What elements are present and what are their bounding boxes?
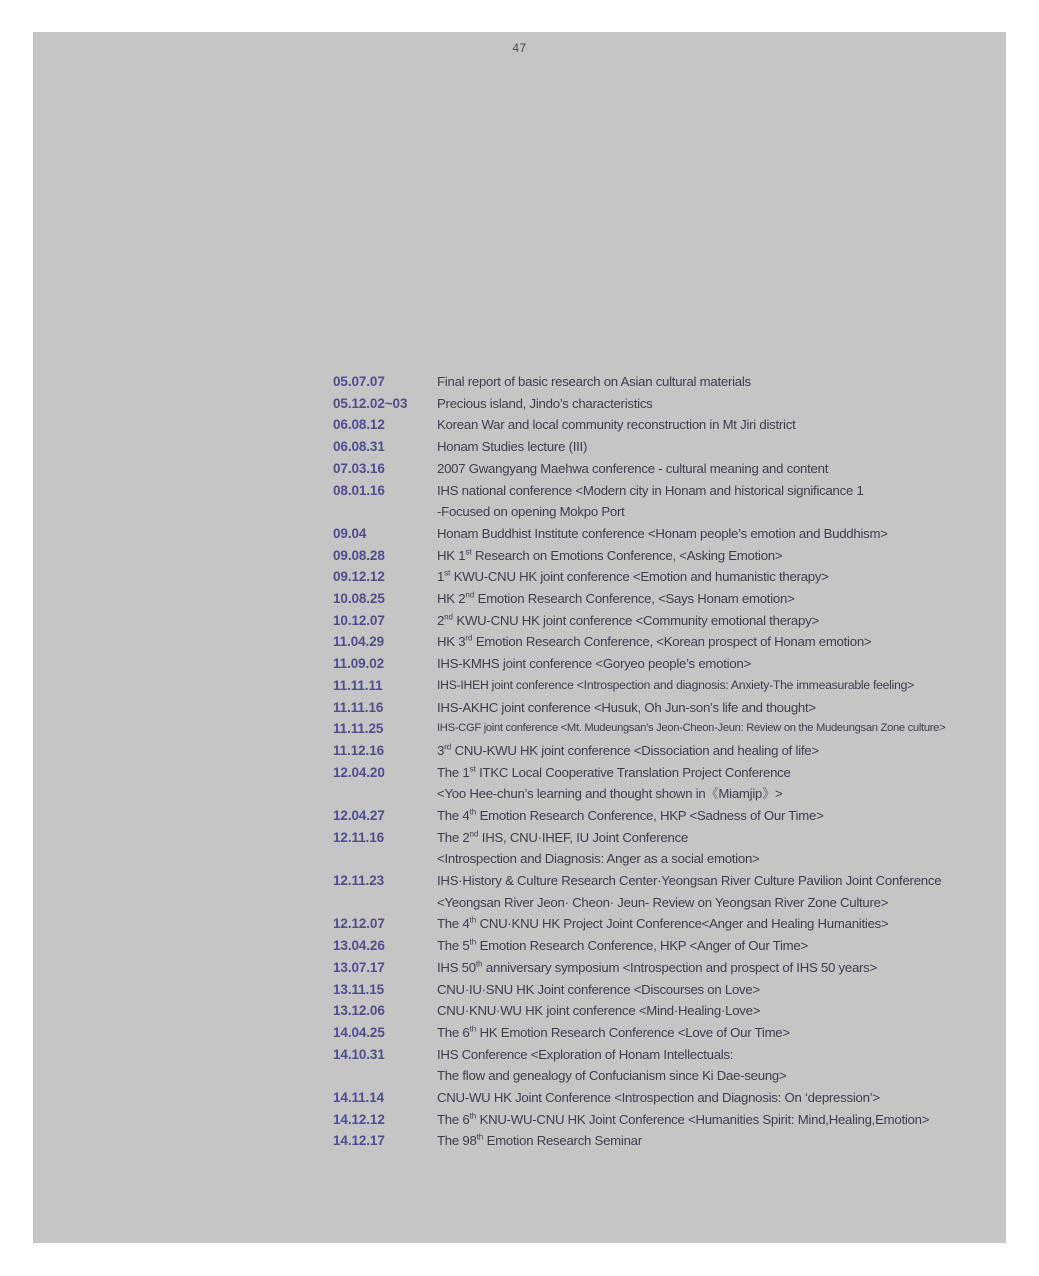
event-description xyxy=(437,631,993,653)
event-line: HK 3rd Emotion Research Conference, <Korean prospect of Honam emotion> xyxy=(437,634,872,650)
event-line: IHS-AKHC joint conference <Husuk, Oh Jun-son’s life and thought> xyxy=(437,699,816,715)
event-row xyxy=(333,631,993,653)
event-row xyxy=(333,566,993,588)
event-row xyxy=(333,458,993,480)
event-date: 11.04.29 xyxy=(333,634,385,650)
ordinal-superscript: nd xyxy=(465,590,475,600)
event-row xyxy=(333,588,993,610)
event-date: 13.12.06 xyxy=(333,1003,385,1019)
event-line: The 2nd IHS, CNU·IHEF, IU Joint Conference xyxy=(437,829,689,845)
event-row xyxy=(333,935,993,957)
ordinal-superscript: st xyxy=(469,764,476,774)
event-line: IHS·History & Culture Research Center·Yeongsan River Culture Pavilion Joint Conference xyxy=(437,873,942,889)
event-date: 09.04 xyxy=(333,525,367,541)
ordinal-superscript: st xyxy=(444,568,451,578)
event-description xyxy=(437,458,993,480)
event-date: 10.08.25 xyxy=(333,591,385,606)
event-line: <Yeongsan River Jeon· Cheon· Jeun- Review on Yeongsan River Zone Culture> xyxy=(437,894,889,910)
event-description xyxy=(437,480,993,523)
event-description xyxy=(437,740,993,762)
event-date: 05.12.02~03 xyxy=(333,395,408,411)
event-row xyxy=(333,1022,993,1044)
event-description xyxy=(437,675,993,697)
event-row xyxy=(333,414,993,436)
event-row xyxy=(333,1044,993,1087)
event-line: Korean War and local community reconstruction in Mt Jiri district xyxy=(437,417,796,433)
event-row xyxy=(333,393,993,415)
event-line: Honam Buddhist Institute conference <Honam people’s emotion and Buddhism> xyxy=(437,525,888,541)
event-row xyxy=(333,480,993,523)
event-date: 14.12.12 xyxy=(333,1111,385,1127)
event-line: The 1st ITKC Local Cooperative Translation Project Conference xyxy=(437,764,791,780)
event-description xyxy=(437,371,993,393)
event-line: The 6th HK Emotion Research Conference <Love of Our Time> xyxy=(437,1024,790,1040)
event-row xyxy=(333,436,993,458)
event-line: IHS-CGF joint conference <Mt. Mudeungsan’s Jeon-Cheon-Jeun: Review on the Mudeungsan Zone culture> xyxy=(437,722,946,735)
event-date: 11.09.02 xyxy=(333,656,385,672)
event-description xyxy=(437,653,993,675)
event-row xyxy=(333,1130,993,1152)
event-date: 12.11.23 xyxy=(333,873,385,889)
event-line: CNU-WU HK Joint Conference <Introspection and Diagnosis: On ‘depression’> xyxy=(437,1090,880,1106)
event-description xyxy=(437,1130,993,1152)
event-line: CNU·KNU·WU HK joint conference <Mind·Healing·Love> xyxy=(437,1003,761,1019)
event-date: 11.11.16 xyxy=(333,699,384,715)
ordinal-superscript: th xyxy=(476,1133,484,1143)
event-list xyxy=(333,371,993,1152)
event-line: The 4th Emotion Research Conference, HKP <Sadness of Our Time> xyxy=(437,807,824,823)
event-date: 13.11.15 xyxy=(333,981,385,997)
event-row xyxy=(333,979,993,1001)
event-date: 13.07.17 xyxy=(333,959,385,975)
event-description xyxy=(437,718,993,740)
event-description xyxy=(437,870,993,913)
event-date: 12.04.20 xyxy=(333,764,385,780)
ordinal-superscript: rd xyxy=(465,634,473,644)
ordinal-superscript: th xyxy=(469,807,477,817)
event-description xyxy=(437,957,993,979)
event-line: IHS national conference <Modern city in Honam and historical significance 1 xyxy=(437,482,864,498)
event-date: 12.12.07 xyxy=(333,916,385,932)
event-description xyxy=(437,566,993,588)
event-row xyxy=(333,740,993,762)
event-row xyxy=(333,762,993,805)
event-date: 13.04.26 xyxy=(333,938,385,954)
event-description xyxy=(437,935,993,957)
event-line: IHS Conference <Exploration of Honam Intellectuals: xyxy=(437,1046,734,1062)
event-line: The flow and genealogy of Confucianism since Ki Dae-seung> xyxy=(437,1068,787,1084)
event-line: <Yoo Hee-chun’s learning and thought shown in《Miamjip》> xyxy=(437,786,783,802)
event-description xyxy=(437,762,993,805)
event-date: 14.11.14 xyxy=(333,1090,385,1106)
event-line: 3rd CNU-KWU HK joint conference <Dissociation and healing of life> xyxy=(437,742,819,758)
ordinal-superscript: nd xyxy=(469,829,479,839)
event-row xyxy=(333,827,993,870)
event-date: 09.12.12 xyxy=(333,569,385,585)
event-row xyxy=(333,610,993,632)
event-line: Final report of basic research on Asian cultural materials xyxy=(437,374,751,389)
event-description xyxy=(437,436,993,458)
event-description xyxy=(437,805,993,827)
event-line: IHS-IHEH joint conference <Introspection and diagnosis: Anxiety-The immeasurable feeling> xyxy=(437,677,915,692)
ordinal-superscript: th xyxy=(469,937,477,947)
event-line: The 4th CNU·KNU HK Project Joint Conference<Anger and Healing Humanities> xyxy=(437,916,889,932)
event-date: 14.12.17 xyxy=(333,1133,385,1149)
event-date: 11.11.25 xyxy=(333,721,384,737)
document-page xyxy=(33,32,1006,1243)
event-row xyxy=(333,653,993,675)
event-line: IHS-KMHS joint conference <Goryeo people’s emotion> xyxy=(437,656,751,672)
event-row xyxy=(333,675,993,697)
event-row xyxy=(333,870,993,913)
event-row xyxy=(333,957,993,979)
ordinal-superscript: th xyxy=(475,959,483,969)
event-description xyxy=(437,523,993,545)
event-line: IHS 50th anniversary symposium <Introspection and prospect of IHS 50 years> xyxy=(437,959,877,975)
event-date: 06.08.12 xyxy=(333,417,385,433)
ordinal-superscript: th xyxy=(469,1024,477,1034)
event-row xyxy=(333,523,993,545)
event-row xyxy=(333,697,993,719)
event-description xyxy=(437,414,993,436)
event-description xyxy=(437,697,993,719)
event-row xyxy=(333,913,993,935)
event-description xyxy=(437,1000,993,1022)
ordinal-superscript: nd xyxy=(444,612,453,622)
event-description xyxy=(437,610,993,632)
event-description xyxy=(437,1022,993,1044)
event-date: 09.08.28 xyxy=(333,547,385,563)
event-description xyxy=(437,1044,993,1087)
event-row xyxy=(333,805,993,827)
event-row xyxy=(333,718,993,740)
event-line: HK 1st Research on Emotions Conference, <Asking Emotion> xyxy=(437,547,783,563)
event-description xyxy=(437,1087,993,1109)
ordinal-superscript: th xyxy=(469,1111,477,1121)
event-line: 1st KWU-CNU HK joint conference <Emotion and humanistic therapy> xyxy=(437,568,829,585)
event-date: 14.04.25 xyxy=(333,1024,385,1040)
event-line: -Focused on opening Mokpo Port xyxy=(437,504,625,520)
event-date: 08.01.16 xyxy=(333,482,385,498)
event-description xyxy=(437,393,993,415)
event-date: 07.03.16 xyxy=(333,460,385,476)
event-description xyxy=(437,1109,993,1131)
event-line: The 5th Emotion Research Conference, HKP <Anger of Our Time> xyxy=(437,937,808,954)
event-date: 10.12.07 xyxy=(333,612,385,628)
event-row xyxy=(333,371,993,393)
event-description xyxy=(437,827,993,870)
event-line: Honam Studies lecture (III) xyxy=(437,439,588,455)
ordinal-superscript: st xyxy=(465,547,472,557)
event-line: CNU·IU·SNU HK Joint conference <Discourses on Love> xyxy=(437,981,760,997)
event-row xyxy=(333,1000,993,1022)
event-line: The 98th Emotion Research Seminar xyxy=(437,1133,642,1149)
event-date: 12.04.27 xyxy=(333,808,385,823)
event-date: 12.11.16 xyxy=(333,829,385,845)
event-line: Precious island, Jindo’s characteristics xyxy=(437,395,653,411)
event-line: HK 2nd Emotion Research Conference, <Says Honam emotion> xyxy=(437,590,795,606)
event-line: 2nd KWU-CNU HK joint conference <Community emotional therapy> xyxy=(437,612,819,628)
event-row xyxy=(333,1109,993,1131)
event-description xyxy=(437,979,993,1001)
event-description xyxy=(437,545,993,567)
event-line: The 6th KNU-WU-CNU HK Joint Conference <Humanities Spirit: Mind,Healing,Emotion> xyxy=(437,1111,930,1127)
event-date: 14.10.31 xyxy=(333,1046,385,1062)
ordinal-superscript: th xyxy=(469,916,477,926)
event-date: 05.07.07 xyxy=(333,374,385,389)
event-row xyxy=(333,1087,993,1109)
event-line: <Introspection and Diagnosis: Anger as a social emotion> xyxy=(437,851,760,867)
event-row xyxy=(333,545,993,567)
event-description xyxy=(437,913,993,935)
event-description xyxy=(437,588,993,610)
ordinal-superscript: rd xyxy=(444,742,452,752)
event-date: 11.11.11 xyxy=(333,677,383,693)
event-line: 2007 Gwangyang Maehwa conference - cultural meaning and content xyxy=(437,460,829,476)
event-date: 06.08.31 xyxy=(333,439,385,455)
page-number: 47 xyxy=(512,41,527,55)
event-date: 11.12.16 xyxy=(333,742,385,758)
